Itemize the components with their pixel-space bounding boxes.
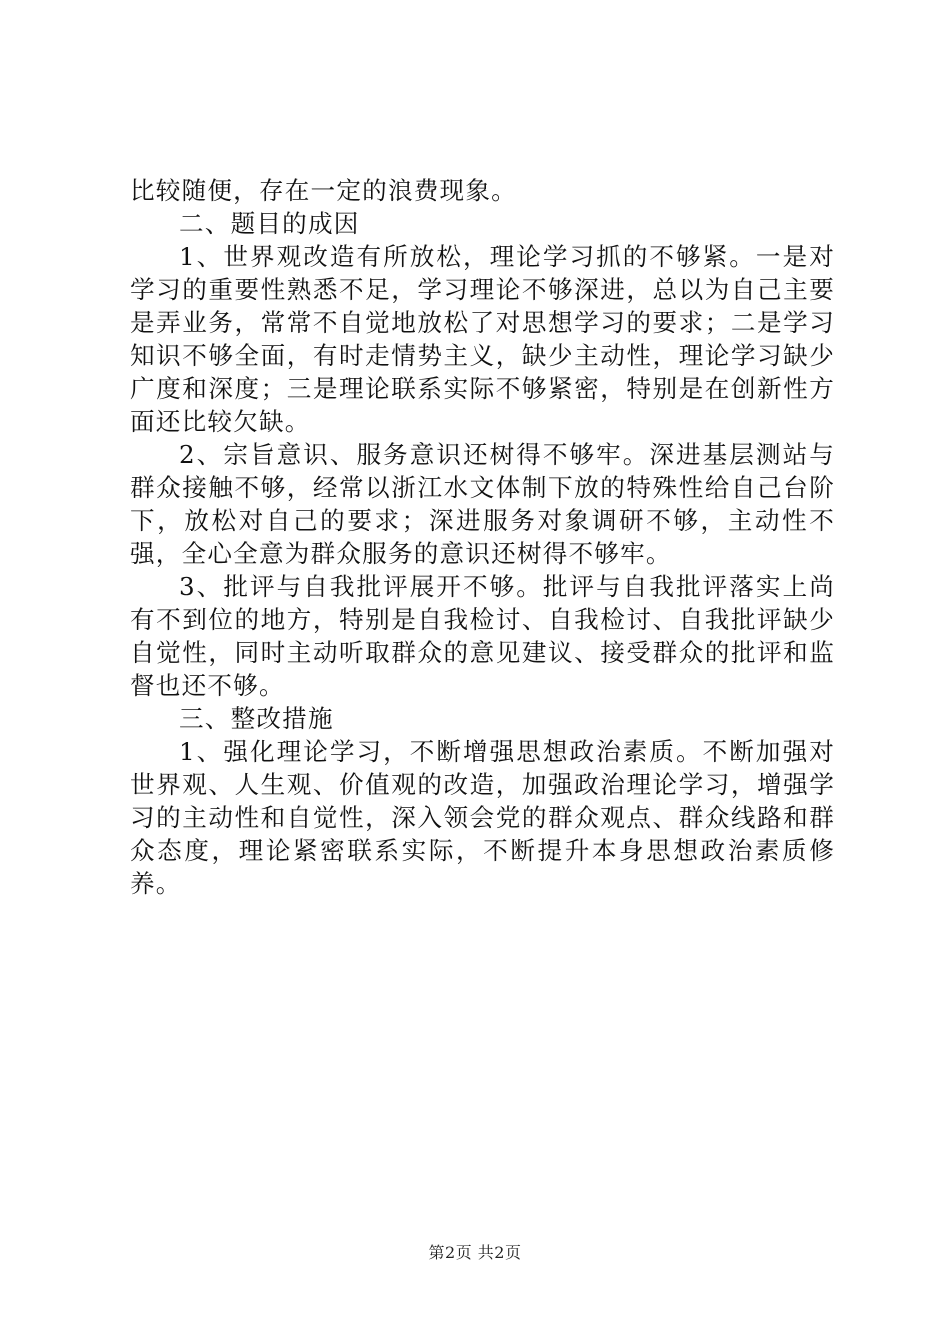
paragraph-cause-1: 1、世界观改造有所放松，理论学习抓的不够紧。一是对学习的重要性熟悉不足，学习理论不够深进，总以为自己主要是弄业务，常常不自觉地放松了对思想学习的要求；二是学习知识不够全面，有时走情势主义，缺少主动性，理论学习缺少广度和深度；三是理论联系实际不够紧密，特别是在创新性方面还比较欠缺。 [130, 242, 835, 436]
paragraph-cause-3: 3、批评与自我批评展开不够。批评与自我批评落实上尚有不到位的地方，特别是自我检讨、自我检讨、自我批评缺少自觉性，同时主动听取群众的意见建议、接受群众的批评和监督也还不够。 [130, 572, 835, 700]
page-number-footer: 第2页 共2页 [428, 1243, 522, 1262]
paragraph-cause-2: 2、宗旨意识、服务意识还树得不够牢。深进基层测站与群众接触不够，经常以浙江水文体制下放的特殊性给自己台阶下，放松对自己的要求；深进服务对象调研不够，主动性不强，全心全意为群众服务的意识还树得不够牢。 [130, 440, 835, 568]
paragraph-measure-1: 1、强化理论学习，不断增强思想政治素质。不断加强对世界观、人生观、价值观的改造，加强政治理论学习，增强学习的主动性和自觉性，深入领会党的群众观点、群众线路和群众态度，理论紧密联系实际，不断提升本身思想政治素质修养。 [130, 737, 835, 898]
section-heading-measures: 三、整改措施 [179, 704, 334, 733]
section-heading-causes: 二、题目的成因 [179, 209, 360, 238]
document-body [130, 174, 835, 900]
paragraph-continuation: 比较随便，存在一定的浪费现象。 [130, 176, 517, 205]
